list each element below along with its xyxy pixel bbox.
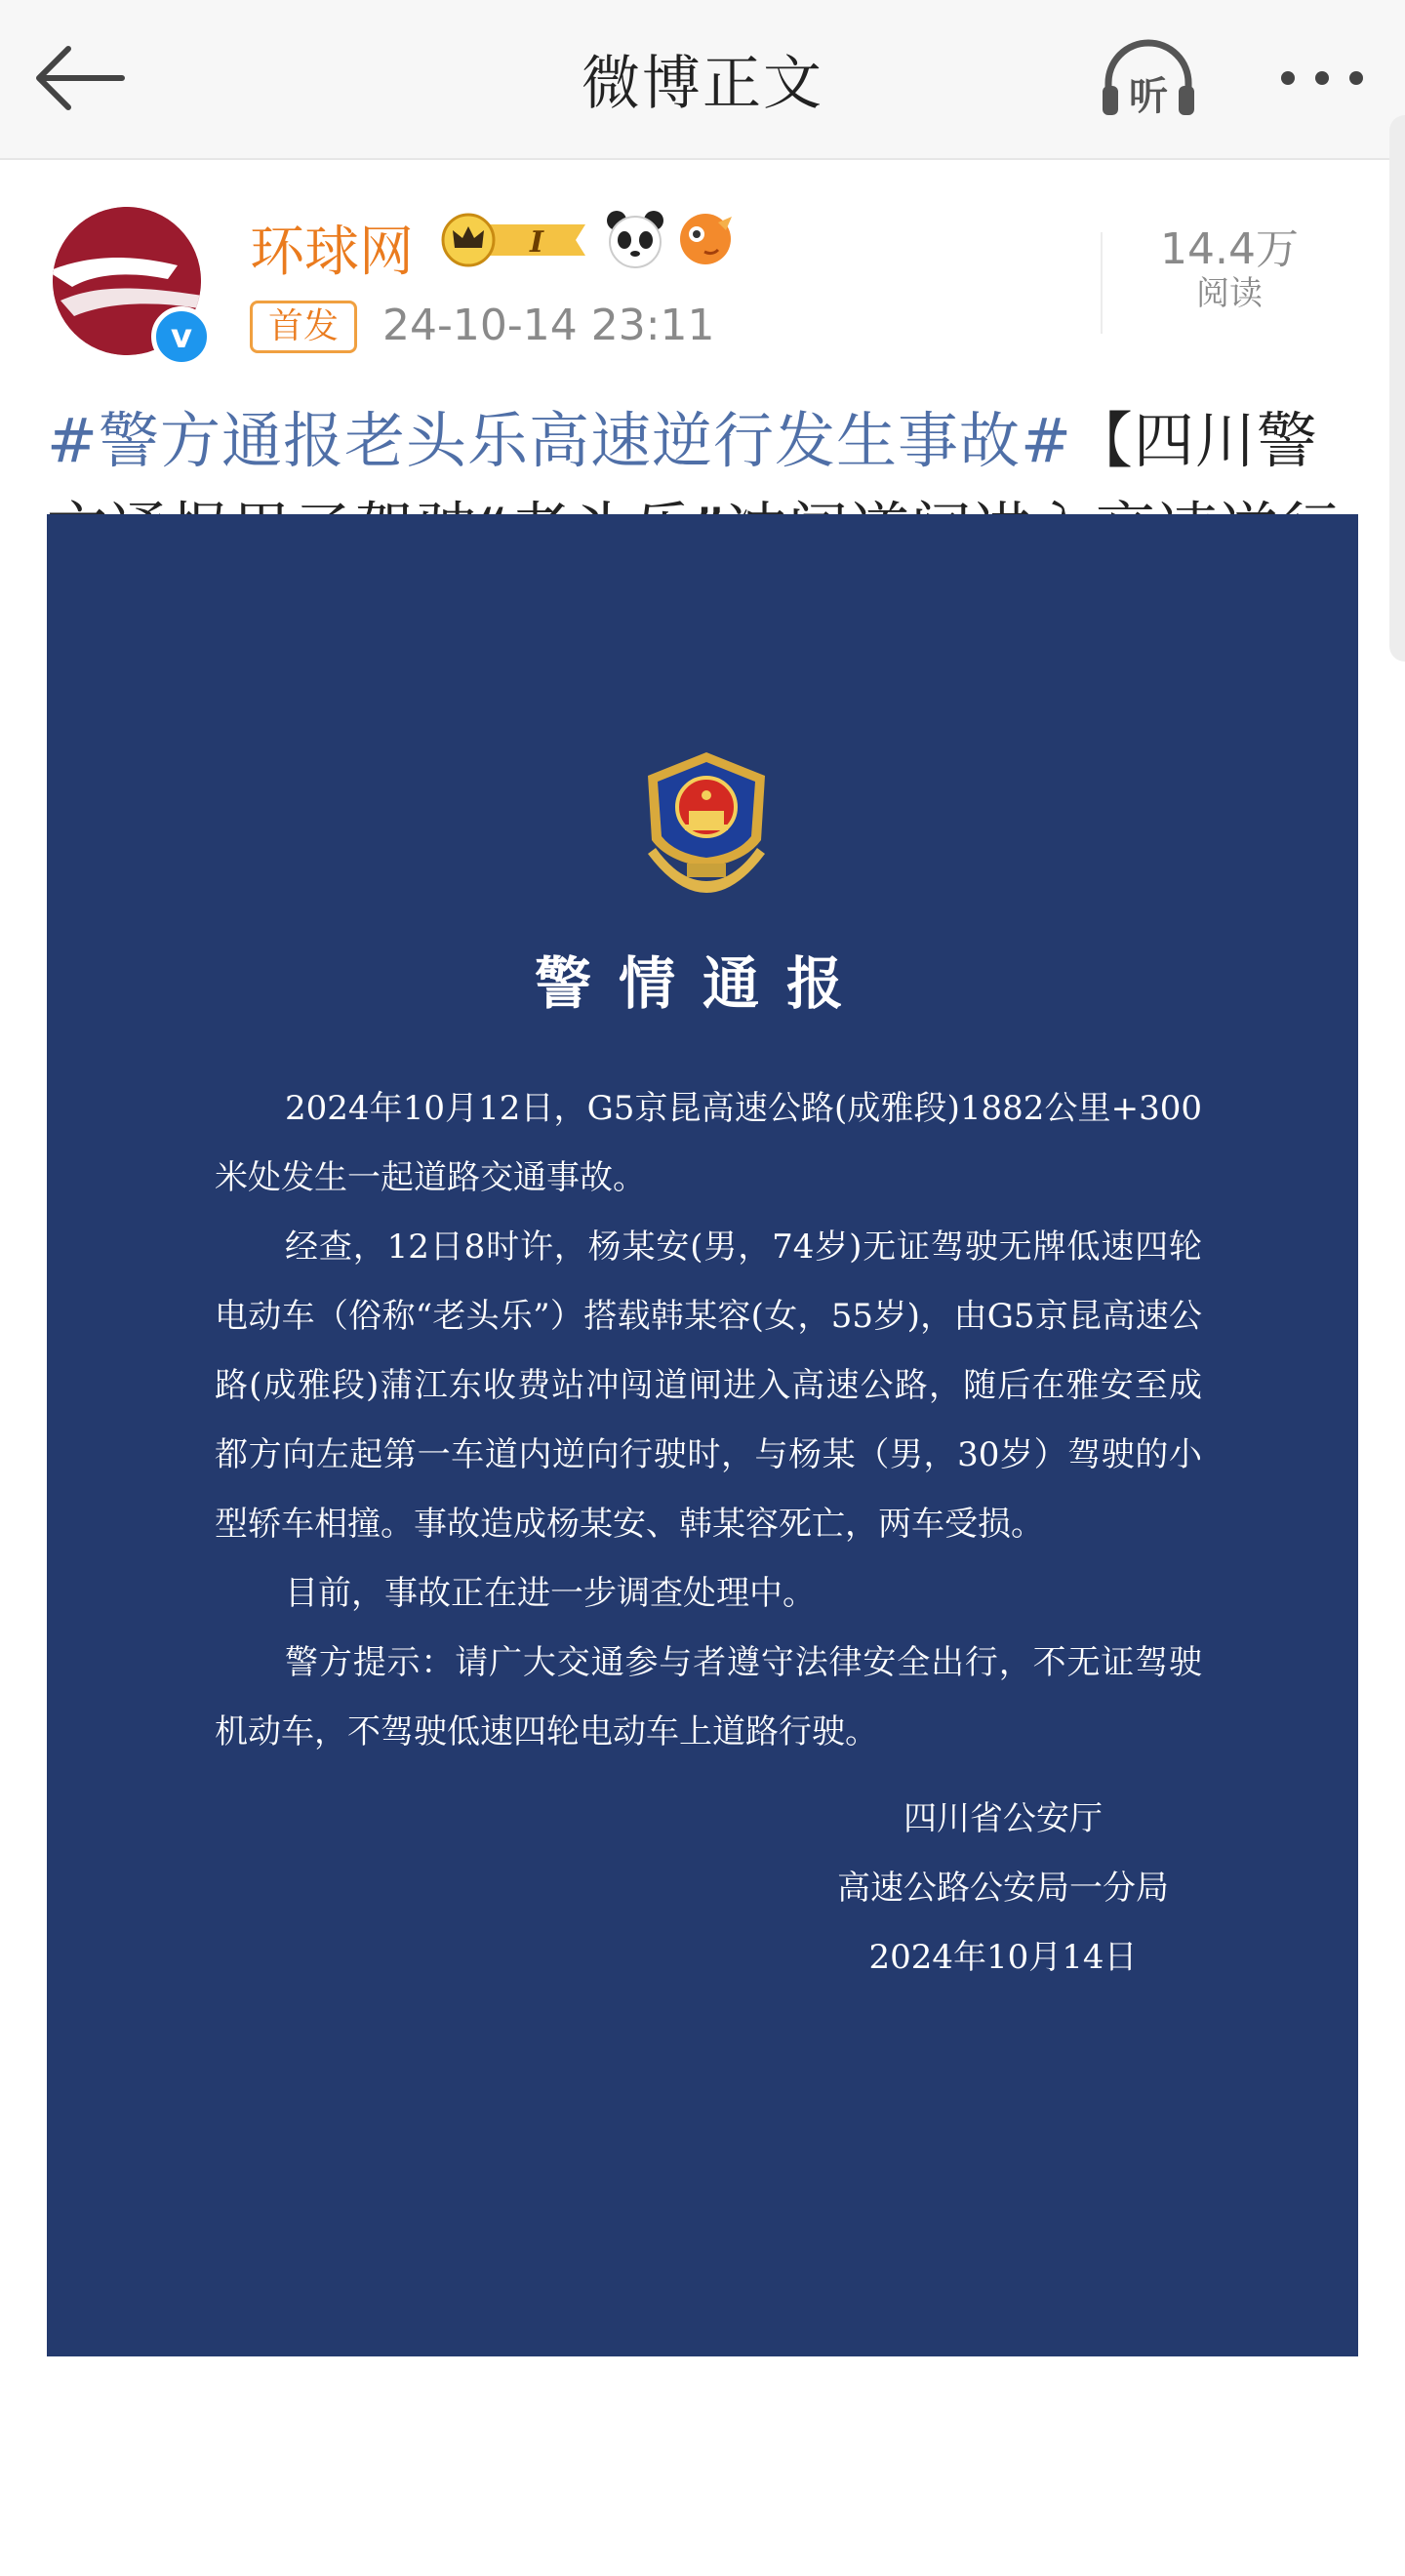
notice-paragraph: 经查，12日8时许，杨某安(男，74岁)无证驾驶无牌低速四轮电动车（俗称“老头乐”）搭载韩某容(女，55岁)，由G5京昆高速公路(成雅段)蒲江东收费站冲闯道闸进入高速公路，随后在雅安至成都方向左起第一车道内逆向行驶时，与杨某（男，30岁）驾驶的小型轿车相撞。事故造成杨某安、韩某容死亡，两车受损。	[215, 1228, 1202, 1544]
notice-title: 警情通报	[534, 950, 870, 1017]
listen-label: 听	[1129, 74, 1168, 119]
post-body-text: 【四川警	[1071, 405, 1318, 476]
police-emblem-icon	[628, 746, 784, 903]
sign-org-1: 四川省公安厅	[903, 1799, 1103, 1838]
headphone-listen-icon[interactable]	[1095, 29, 1202, 127]
notice-body	[215, 1074, 1202, 1767]
panda-badge-icon[interactable]	[603, 207, 667, 271]
first-publish-tag: 首发	[250, 301, 357, 353]
notice-paragraph: 2024年10月12日，G5京昆高速公路(成雅段)1882公里+300米处发生一起道路交通事故。	[215, 1089, 1202, 1197]
notice-paragraph: 警方提示：请广大交通参与者遵守法律安全出行，不无证驾驶机动车，不驾驶低速四轮电动车上道路行驶。	[215, 1643, 1202, 1751]
top-nav-bar	[0, 0, 1405, 160]
verified-icon: v	[151, 306, 212, 367]
sign-org-2: 高速公路公安局一分局	[837, 1869, 1169, 1908]
badge-level: I	[529, 225, 544, 260]
police-notice-image[interactable]	[47, 514, 1358, 2356]
read-count: 14.4万	[1160, 224, 1299, 274]
hashtag-link[interactable]: #警方通报老头乐高速逆行发生事故#	[47, 405, 1072, 476]
more-dots-icon[interactable]	[1268, 39, 1376, 117]
notice-paragraph: 目前，事故正在进一步调查处理中。	[285, 1574, 816, 1613]
crown-badge-icon[interactable]	[439, 211, 595, 269]
post-time: 24-10-14 23:11	[382, 301, 715, 350]
notice-signature	[808, 1785, 1198, 1992]
fish-badge-icon[interactable]	[675, 209, 736, 269]
page-title: 微博正文	[582, 50, 823, 118]
author-name[interactable]: 环球网	[250, 221, 414, 284]
sign-date: 2024年10月14日	[868, 1938, 1138, 1977]
side-panel-edge	[1389, 115, 1405, 662]
divider	[1101, 232, 1103, 334]
read-label: 阅读	[1196, 274, 1263, 313]
